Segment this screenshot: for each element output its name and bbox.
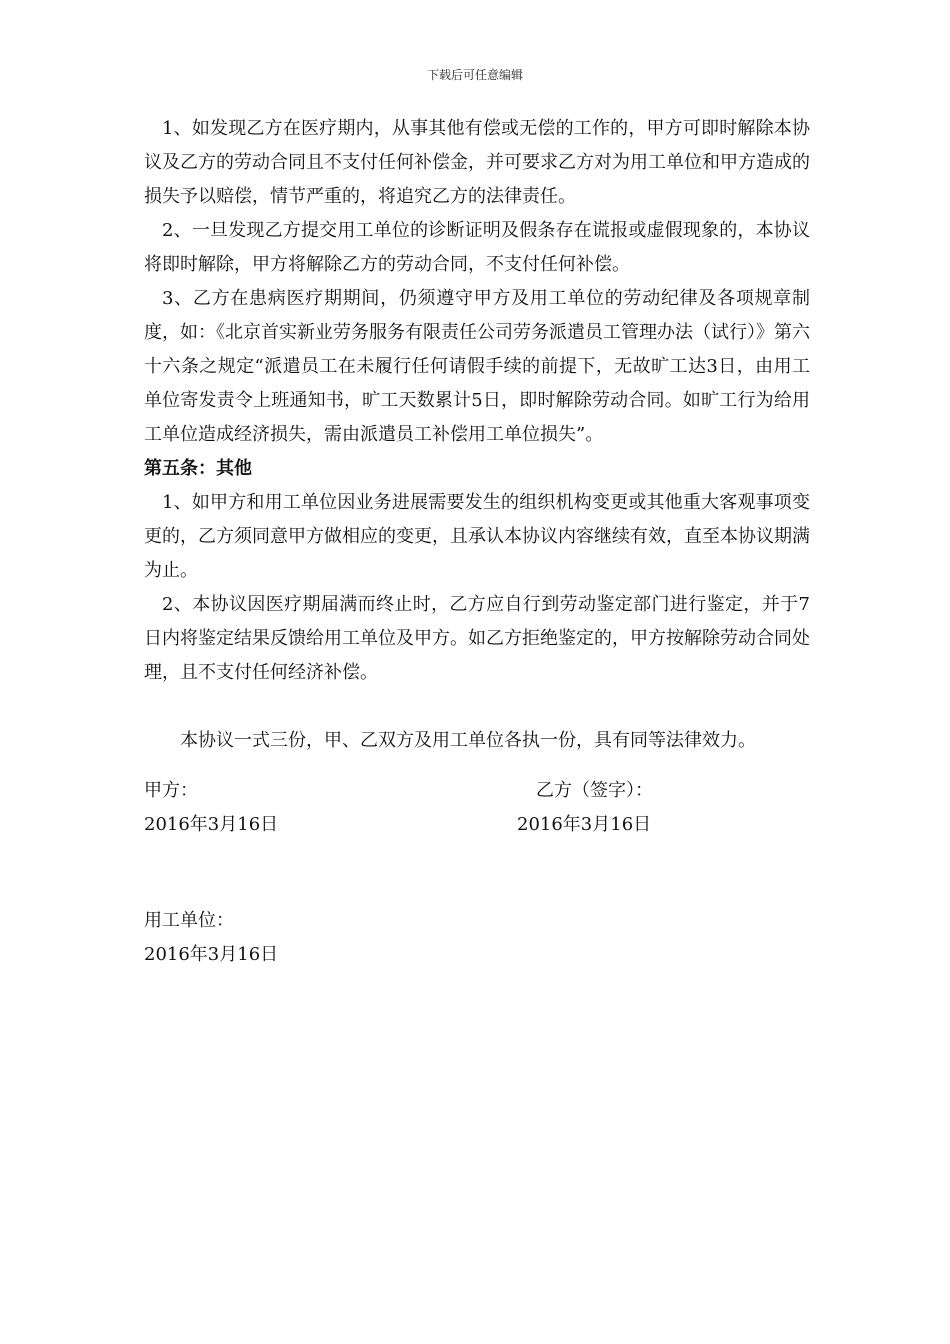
signature-block-parties <box>144 774 810 842</box>
document-body <box>144 112 810 972</box>
article5-item-2: 2、本协议因医疗期届满而终止时，乙方应自行到劳动鉴定部门进行鉴定，并于7日内将鉴定结果反馈给用工单位及甲方。如乙方拒绝鉴定的，甲方按解除劳动合同处理，且不支付任何经济补偿。 <box>144 594 810 683</box>
employer-label: 用工单位： <box>144 910 234 931</box>
employer-label-row <box>144 904 810 938</box>
signature-labels-row <box>144 774 810 808</box>
signature-block-employer <box>144 904 810 972</box>
article5-item-1: 1、如甲方和用工单位因业务进展需要发生的组织机构变更或其他重大客观事项变更的，乙方须同意甲方做相应的变更，且承认本协议内容继续有效，直至本协议期满为止。 <box>144 492 810 581</box>
article4-item-1: 1、如发现乙方在医疗期内，从事其他有偿或无偿的工作的，甲方可即时解除本协议及乙方的劳动合同且不支付任何补偿金，并可要求乙方对为用工单位和甲方造成的损失予以赔偿，情节严重的，将追究乙方的法律责任。 <box>144 118 810 207</box>
article4-item-2: 2、一旦发现乙方提交用工单位的诊断证明及假条存在谎报或虚假现象的，本协议将即时解除，甲方将解除乙方的劳动合同，不支付任何补偿。 <box>144 220 810 275</box>
article5-title: 第五条：其他 <box>144 458 252 479</box>
party-b-label: 乙方（签字）： <box>536 780 653 801</box>
article4-item-3: 3、乙方在患病医疗期期间，仍须遵守甲方及用工单位的劳动纪律及各项规章制度，如：《北京首实新业劳务服务有限责任公司劳务派遣员工管理办法（试行）》第六十六条之规定“派遣员工在未履行任何请假手续的前提下，无故旷工达3日，由用工单位寄发责令上班通知书，旷工天数累计5日，即时解除劳动合同。如旷工行为给用工单位造成经济损失，需由派遣员工补偿用工单位损失”。 <box>144 288 810 445</box>
closing-statement: 本协议一式三份，甲、乙双方及用工单位各执一份，具有同等法律效力。 <box>180 730 756 751</box>
party-a-date: 2016年3月16日 <box>144 814 279 835</box>
employer-date: 2016年3月16日 <box>144 944 279 965</box>
header-note: 下载后可任意编辑 <box>426 68 523 82</box>
signature-dates-row <box>144 808 810 842</box>
employer-date-row <box>144 938 810 972</box>
party-b-date: 2016年3月16日 <box>517 814 652 835</box>
party-a-label: 甲方： <box>144 780 198 801</box>
